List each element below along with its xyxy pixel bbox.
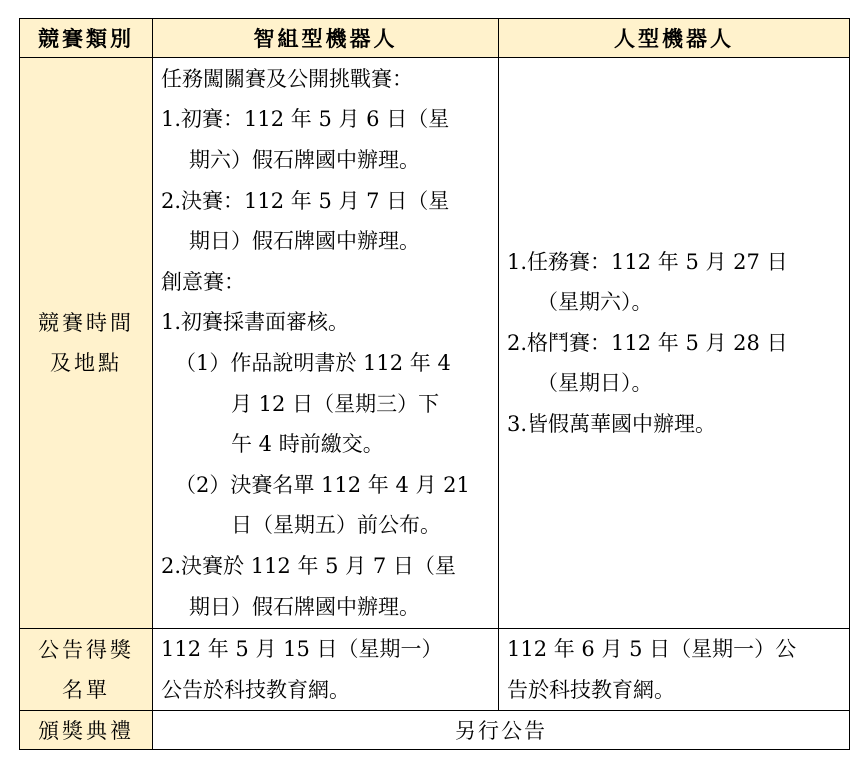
- schedule-smart-cell: [153, 58, 499, 629]
- announce-row: [20, 629, 850, 711]
- smart-line: 1.初賽：112 年 5 月 6 日（星: [161, 107, 450, 132]
- smart-line: 任務闖關賽及公開挑戰賽：: [161, 66, 413, 91]
- smart-line: 2.決賽於 112 年 5 月 7 日（星: [161, 553, 456, 578]
- announce-label-line2: 名單: [62, 677, 110, 702]
- announce-humanoid-cell: [499, 629, 850, 711]
- humanoid-line: 3.皆假萬華國中辦理。: [507, 411, 717, 436]
- humanoid-line: （星期日）。: [537, 371, 653, 396]
- announce-smart-line2: 公告於科技教育網。: [161, 677, 350, 702]
- smart-line: 1.初賽採書面審核。: [161, 310, 350, 335]
- smart-line: （2）決賽名單 112 年 4 月 21: [175, 472, 470, 497]
- header-category: 競賽類別: [20, 19, 153, 58]
- smart-line: （1）作品說明書於 112 年 4: [175, 351, 451, 375]
- smart-line: 期日）假石牌國中辦理。: [189, 229, 420, 254]
- header-smart-robot: 智組型機器人: [153, 19, 499, 58]
- announce-humanoid-line2: 告於科技教育網。: [507, 677, 675, 702]
- ceremony-value: 另行公告: [153, 711, 850, 750]
- smart-line: 日（星期五）前公布。: [231, 513, 441, 538]
- smart-line: 2.決賽：112 年 5 月 7 日（星: [161, 188, 450, 213]
- competition-schedule-table: [19, 18, 850, 750]
- announce-label: [20, 629, 153, 711]
- humanoid-line: 1.任務賽：112 年 5 月 27 日: [507, 249, 788, 274]
- smart-line: 期日）假石牌國中辦理。: [189, 594, 420, 619]
- ceremony-label: 頒獎典禮: [20, 711, 153, 750]
- header-humanoid-robot: 人型機器人: [499, 19, 850, 58]
- announce-smart-line1: 112 年 5 月 15 日（星期一）: [161, 637, 443, 661]
- announce-humanoid-line1: 112 年 6 月 5 日（星期一）公: [507, 637, 797, 661]
- schedule-humanoid-cell: [499, 58, 850, 629]
- schedule-row: [20, 58, 850, 629]
- announce-label-line1: 公告得獎: [38, 637, 134, 662]
- humanoid-line: 2.格鬥賽：112 年 5 月 28 日: [507, 330, 788, 355]
- announce-smart-cell: [153, 629, 499, 711]
- smart-line: 午 4 時前繳交。: [231, 432, 384, 457]
- schedule-label-line2: 及地點: [50, 351, 122, 375]
- smart-line: 月 12 日（星期三）下: [231, 391, 440, 416]
- ceremony-row: [20, 711, 850, 750]
- header-row: [20, 19, 850, 58]
- smart-line: 創意賽：: [161, 269, 245, 294]
- schedule-label-line1: 競賽時間: [38, 311, 134, 335]
- humanoid-line: （星期六）。: [537, 290, 653, 315]
- smart-line: 期六）假石牌國中辦理。: [189, 148, 420, 173]
- schedule-label: [20, 58, 153, 629]
